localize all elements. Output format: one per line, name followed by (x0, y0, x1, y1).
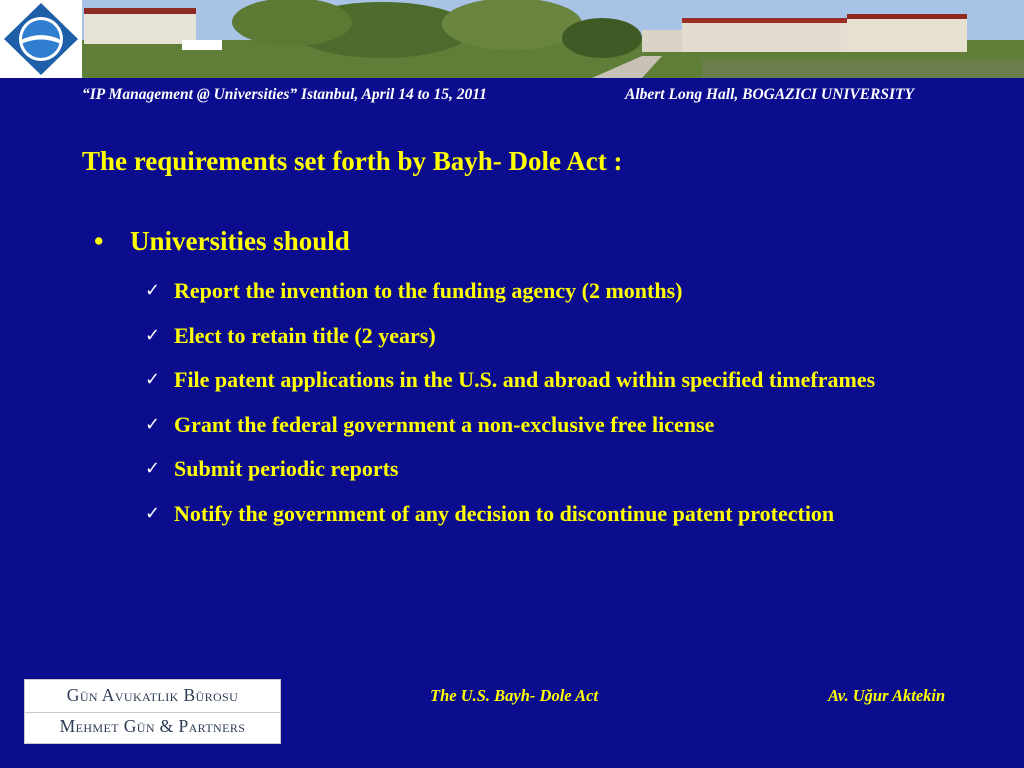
bullet-dot-icon: • (94, 226, 104, 256)
conference-title: “IP Management @ Universities” Istanbul, April 14 to 15, 2011 (82, 86, 487, 103)
firm-name-line2: Mehmet Gün & Partners (59, 716, 246, 736)
checkmark-icon: ✓ (145, 502, 161, 524)
header-banner (0, 0, 1024, 78)
venue-label: Albert Long Hall, BOGAZICI UNIVERSITY (625, 86, 914, 103)
checkmark-icon: ✓ (145, 413, 161, 435)
list-item-text: Submit periodic reports (174, 456, 399, 481)
checkmark-icon: ✓ (145, 369, 161, 390)
firm-logo (24, 679, 281, 744)
footer-topic: The U.S. Bayh- Dole Act (430, 686, 599, 705)
list-item-text: Notify the government of any decision to discontinue patent protection (174, 500, 835, 526)
checkmark-icon: ✓ (145, 458, 161, 479)
list-item (145, 497, 973, 531)
list-item-text: Report the invention to the funding agency (2 months) (174, 278, 683, 303)
list-item-text: Elect to retain title (2 years) (174, 322, 436, 348)
list-item (145, 408, 973, 442)
list-item (145, 274, 973, 308)
list-item (145, 363, 973, 397)
list-item-text: Grant the federal government a non-exclusive free license (174, 411, 715, 437)
list-item (145, 319, 973, 353)
list-item-text: File patent applications in the U.S. and abroad within specified timeframes (174, 367, 876, 392)
main-bullet (94, 226, 350, 257)
firm-name-line1: Gün Avukatlık Bürosu (66, 685, 239, 705)
footer-author: Av. Uğur Aktekin (828, 686, 946, 705)
requirements-list (145, 274, 973, 541)
main-bullet-text: Universities should (130, 226, 350, 256)
slide-title: The requirements set forth by Bayh- Dole Act : (82, 146, 623, 176)
campus-photo (82, 0, 1024, 78)
list-item (145, 452, 973, 486)
university-logo-icon (0, 0, 82, 78)
checkmark-icon: ✓ (145, 324, 161, 346)
checkmark-icon: ✓ (145, 280, 161, 301)
university-logo (0, 0, 82, 78)
firm-divider (25, 712, 280, 713)
